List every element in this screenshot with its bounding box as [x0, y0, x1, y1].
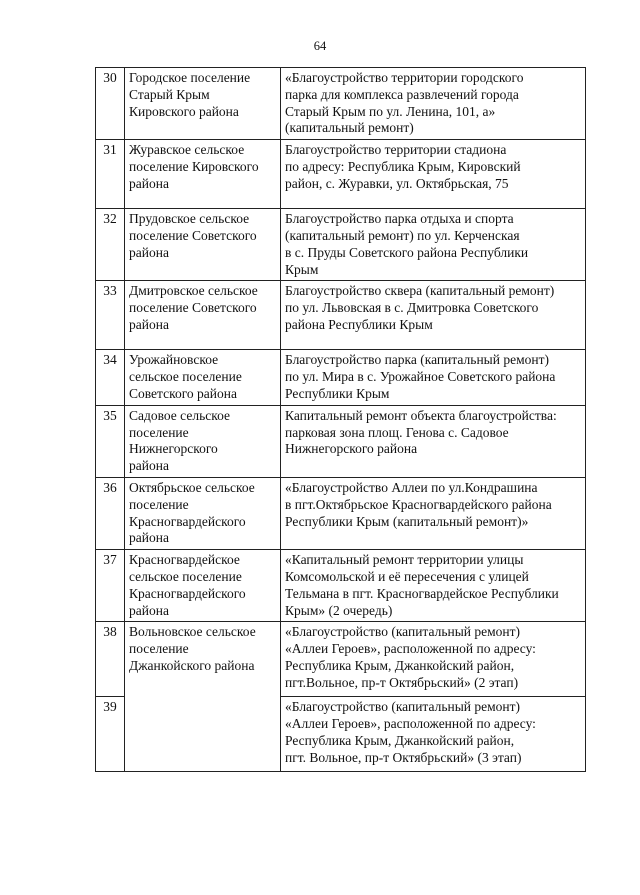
settlement-name: Октябрьское сельское поселение Красногвардейского района — [125, 477, 281, 549]
row-number: 39 — [96, 697, 125, 772]
row-number: 34 — [96, 350, 125, 405]
settlement-name: Урожайновское сельское поселение Советского района — [125, 350, 281, 405]
project-description: Благоустройство территории стадиона по адресу: Республика Крым, Кировский район, с. Журавки, ул. Октябрьская, 75 — [281, 140, 586, 209]
projects-table — [95, 67, 586, 772]
project-description: «Благоустройство Аллеи по ул.Кондрашина в пгт.Октябрьское Красногвардейского района Республики Крым (капитальный ремонт)» — [281, 477, 586, 549]
page-number: 64 — [313, 39, 327, 53]
project-description: «Капитальный ремонт территории улицы Комсомольской и её пересечения с улицей Тельмана в пгт. Красногвардейское Республики Крым» (2 очередь) — [281, 550, 586, 622]
settlement-name: Журавское сельское поселение Кировского района — [125, 140, 281, 209]
project-description: Благоустройство парка (капитальный ремонт) по ул. Мира в с. Урожайное Советского района Республики Крым — [281, 350, 586, 405]
project-description: Капитальный ремонт объекта благоустройства: парковая зона площ. Генова с. Садовое Нижнегорского района — [281, 405, 586, 477]
row-number: 30 — [96, 68, 125, 140]
table-row — [96, 550, 586, 622]
table-row — [96, 405, 586, 477]
table-row — [96, 209, 586, 281]
row-number: 32 — [96, 209, 125, 281]
row-number: 31 — [96, 140, 125, 209]
row-number: 35 — [96, 405, 125, 477]
table-row — [96, 350, 586, 405]
row-number: 38 — [96, 622, 125, 697]
table-row — [96, 622, 586, 697]
settlement-name: Прудовское сельское поселение Советского района — [125, 209, 281, 281]
table-row — [96, 477, 586, 549]
project-description: «Благоустройство (капитальный ремонт) «Аллеи Героев», расположенной по адресу: Республика Крым, Джанкойский район, пгт. Вольное, пр-т Октябрьский» (3 этап) — [281, 697, 586, 772]
settlement-name: Городское поселение Старый Крым Кировского района — [125, 68, 281, 140]
project-description: «Благоустройство территории городского парка для комплекса развлечений города Старый Крым по ул. Ленина, 101, а» (капитальный ремонт) — [281, 68, 586, 140]
row-number: 37 — [96, 550, 125, 622]
settlement-name: Дмитровское сельское поселение Советского района — [125, 281, 281, 350]
table-row — [96, 281, 586, 350]
settlement-name: Красногвардейское сельское поселение Красногвардейского района — [125, 550, 281, 622]
settlement-name: Вольновское сельское поселение Джанкойского района — [125, 622, 281, 772]
settlement-name: Садовое сельское поселение Нижнегорского района — [125, 405, 281, 477]
project-description: Благоустройство парка отдыха и спорта (капитальный ремонт) по ул. Керченская в с. Пруды Советского района Республики Крым — [281, 209, 586, 281]
row-number: 33 — [96, 281, 125, 350]
table-row — [96, 140, 586, 209]
row-number: 36 — [96, 477, 125, 549]
project-description: Благоустройство сквера (капитальный ремонт) по ул. Львовская в с. Дмитровка Советского района Республики Крым — [281, 281, 586, 350]
project-description: «Благоустройство (капитальный ремонт) «Аллеи Героев», расположенной по адресу: Республика Крым, Джанкойский район, пгт.Вольное, пр-т Октябрьский» (2 этап) — [281, 622, 586, 697]
table-row — [96, 68, 586, 140]
